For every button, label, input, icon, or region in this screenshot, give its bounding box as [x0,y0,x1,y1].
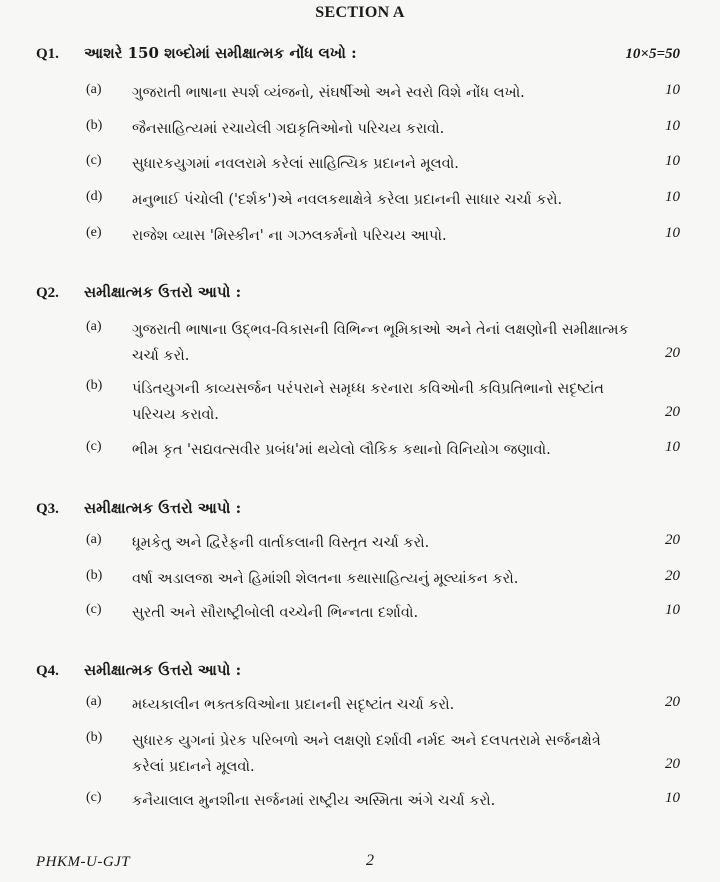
page-number: 2 [366,852,374,869]
item-text: મનુભાઈ પંચોલી ('દર્શક')એ નવલકથાક્ષેત્રે કરેલા પ્રદાનની સાધાર ચર્ચા કરો. [132,192,563,208]
item-marks: 10 [665,439,680,455]
item-text: પંડિતયુગની કાવ્યસર્જન પરંપરાને સમૃધ્ધ કરનારા કવિઓની કવિપ્રતિભાનો સદૃષ્ટાંત પરિચય કરાવો. [132,381,604,423]
question-number: Q2. [36,285,59,301]
item-marks: 20 [665,404,680,420]
section-title: SECTION A [315,4,405,21]
item-marks: 20 [665,532,680,548]
item-text: સુરતી અને સૌરાષ્ટ્રીબોલી વચ્ચેની ભિન્નતા દર્શાવો. [132,605,419,621]
item-text: રાજેશ વ્યાસ 'મિસ્કીન' ના ગઝલકર્મનો પરિચય આપો. [132,228,447,244]
item-marks: 10 [665,225,680,241]
item-label: (c) [86,602,102,617]
item-marks: 10 [665,82,680,98]
item-text: ગુજરાતી ભાષાના ઉદ્ભવ-વિકાસની વિભિન્ન ભૂમિકાઓ અને તેનાં લક્ષણોની સમીક્ષાત્મક ચર્ચા કરો. [132,322,629,364]
item-label: (e) [86,225,102,240]
question-marks: 10×5=50 [625,46,680,62]
item-label: (c) [86,153,102,168]
item-marks: 10 [665,153,680,169]
paper-code: PHKM-U-GJT [36,854,131,870]
item-text: વર્ષા અડાલજા અને હિમાંશી શેલતના કથાસાહિત્યનું મૂલ્યાંકન કરો. [132,571,519,587]
item-text: સુધારકયુગમાં નવલરામે કરેલાં સાહિત્યિક પ્રદાનને મૂલવો. [132,156,459,172]
item-marks: 20 [665,345,680,361]
question-2-heading [36,283,680,309]
item-label: (a) [86,82,102,97]
item-marks: 10 [665,118,680,134]
question-4-heading [36,661,680,687]
item-label: (b) [86,730,103,745]
item-text: કનૈયાલાલ મુનશીના સર્જનમાં રાષ્ટ્રીય અસ્મિતા અંગે ચર્ચા કરો. [132,793,496,809]
item-label: (b) [86,118,103,133]
question-instruction: સમીક્ષાત્મક ઉત્તરો આપો : [84,499,242,517]
item-label: (c) [86,790,102,805]
item-label: (b) [86,378,103,393]
item-label: (d) [86,189,103,204]
question-3-heading [36,499,680,525]
item-marks: 20 [665,568,680,584]
question-instruction: આશરે 150 શબ્દોમાં સમીક્ષાત્મક નોંધ લખો : [84,44,357,62]
question-number: Q4. [36,663,59,679]
item-text: સુધારક યુગનાં પ્રેરક પરિબળો અને લક્ષણો દર્શાવી નર્મદ અને દલપતરામે સર્જનક્ષેત્રે કરેલાં પ્રદાનને મૂલવો. [132,733,601,775]
question-instruction: સમીક્ષાત્મક ઉત્તરો આપો : [84,661,242,679]
item-label: (a) [86,319,102,334]
item-text: જૈનસાહિત્યમાં રચાયેલી ગદ્યકૃતિઓનો પરિચય કરાવો. [132,121,445,137]
item-text: મધ્યકાલીન ભક્તકવિઓના પ્રદાનની સદૃષ્ટાંત ચર્ચા કરો. [132,697,455,713]
item-marks: 20 [665,756,680,772]
item-text: ગુજરાતી ભાષાના સ્પર્શ વ્યંજનો, સંઘર્ષીઓ અને સ્વરો વિશે નોંધ લખો. [132,85,525,101]
question-number: Q1. [36,46,59,62]
question-1-heading [36,44,680,70]
item-label: (a) [86,532,102,547]
item-marks: 10 [665,790,680,806]
item-marks: 10 [665,189,680,205]
item-text: ધૂમકેતુ અને દ્વિરેફની વાર્તાકલાની વિસ્તૃત ચર્ચા કરો. [132,535,430,551]
item-marks: 20 [665,694,680,710]
item-label: (a) [86,694,102,709]
item-label: (b) [86,568,103,583]
question-number: Q3. [36,501,59,517]
item-label: (c) [86,439,102,454]
item-text: ભીમ કૃત 'સદ્યવત્સવીર પ્રબંધ'માં થયેલો લૌકિક કથાનો વિનિયોગ જણાવો. [132,442,551,458]
question-instruction: સમીક્ષાત્મક ઉત્તરો આપો : [84,283,242,301]
item-marks: 10 [665,602,680,618]
